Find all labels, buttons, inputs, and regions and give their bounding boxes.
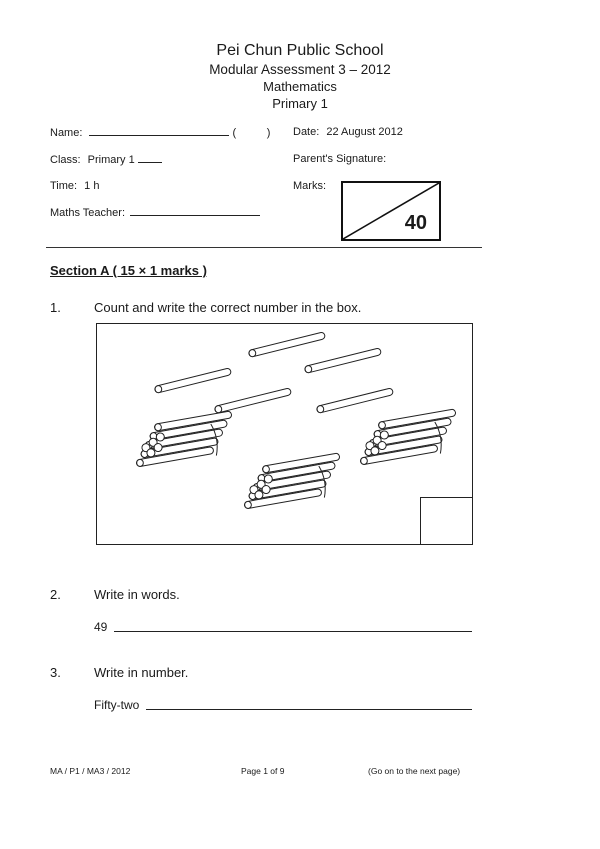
footer-page: Page 1 of 9	[241, 766, 285, 776]
date-label: Date:	[293, 126, 320, 138]
loose-stick	[214, 388, 291, 414]
loose-stick	[316, 388, 393, 414]
question-2-answer-line[interactable]	[114, 631, 472, 632]
question-2-number: 2.	[50, 587, 61, 602]
question-2-text: Write in words.	[94, 587, 180, 602]
loose-stick	[154, 368, 231, 394]
subject-title: Mathematics	[263, 79, 337, 94]
header-divider	[46, 247, 482, 248]
question-3-text: Write in number.	[94, 665, 189, 680]
question-1-number: 1.	[50, 300, 61, 315]
name-row	[50, 126, 270, 139]
footer-code: MA / P1 / MA3 / 2012	[50, 766, 131, 776]
section-title: Section A ( 15 × 1 marks )	[50, 263, 207, 278]
class-row	[50, 153, 162, 166]
question-3-number: 3.	[50, 665, 61, 680]
question-3-answer-line[interactable]	[146, 709, 472, 710]
teacher-label: Maths Teacher:	[50, 207, 126, 219]
class-value: Primary 1	[87, 154, 135, 166]
question-3-prompt: Fifty-two	[94, 698, 140, 712]
time-label: Time:	[50, 180, 78, 192]
marks-box	[341, 181, 441, 241]
marks-label: Marks:	[293, 180, 326, 192]
loose-stick	[304, 348, 381, 374]
marks-total: 40	[404, 212, 427, 234]
teacher-row	[50, 206, 260, 219]
stick-bundle	[130, 411, 238, 470]
footer-next: (Go on to the next page)	[368, 766, 461, 776]
date-row	[293, 126, 403, 138]
sticks-picture	[96, 323, 473, 545]
parent-signature-label: Parent's Signature:	[293, 153, 387, 165]
teacher-field[interactable]	[130, 206, 260, 216]
question-2-prompt: 49	[94, 620, 108, 634]
sticks-illustration	[97, 324, 474, 546]
answer-box[interactable]	[420, 497, 473, 545]
name-field[interactable]	[89, 126, 229, 136]
question-1-text: Count and write the correct number in the box.	[94, 300, 362, 315]
loose-stick	[248, 332, 325, 358]
index-bracket: ( )	[232, 127, 271, 139]
assessment-title: Modular Assessment 3 – 2012	[209, 62, 391, 77]
class-line	[138, 153, 162, 163]
time-row	[50, 180, 99, 192]
school-name: Pei Chun Public School	[216, 42, 384, 59]
level-title: Primary 1	[272, 96, 328, 111]
class-label: Class:	[50, 154, 81, 166]
name-label: Name:	[50, 127, 83, 139]
stick-bundle	[238, 453, 346, 512]
time-value: 1 h	[84, 180, 100, 192]
stick-bundle	[354, 409, 462, 468]
date-value: 22 August 2012	[326, 126, 403, 138]
